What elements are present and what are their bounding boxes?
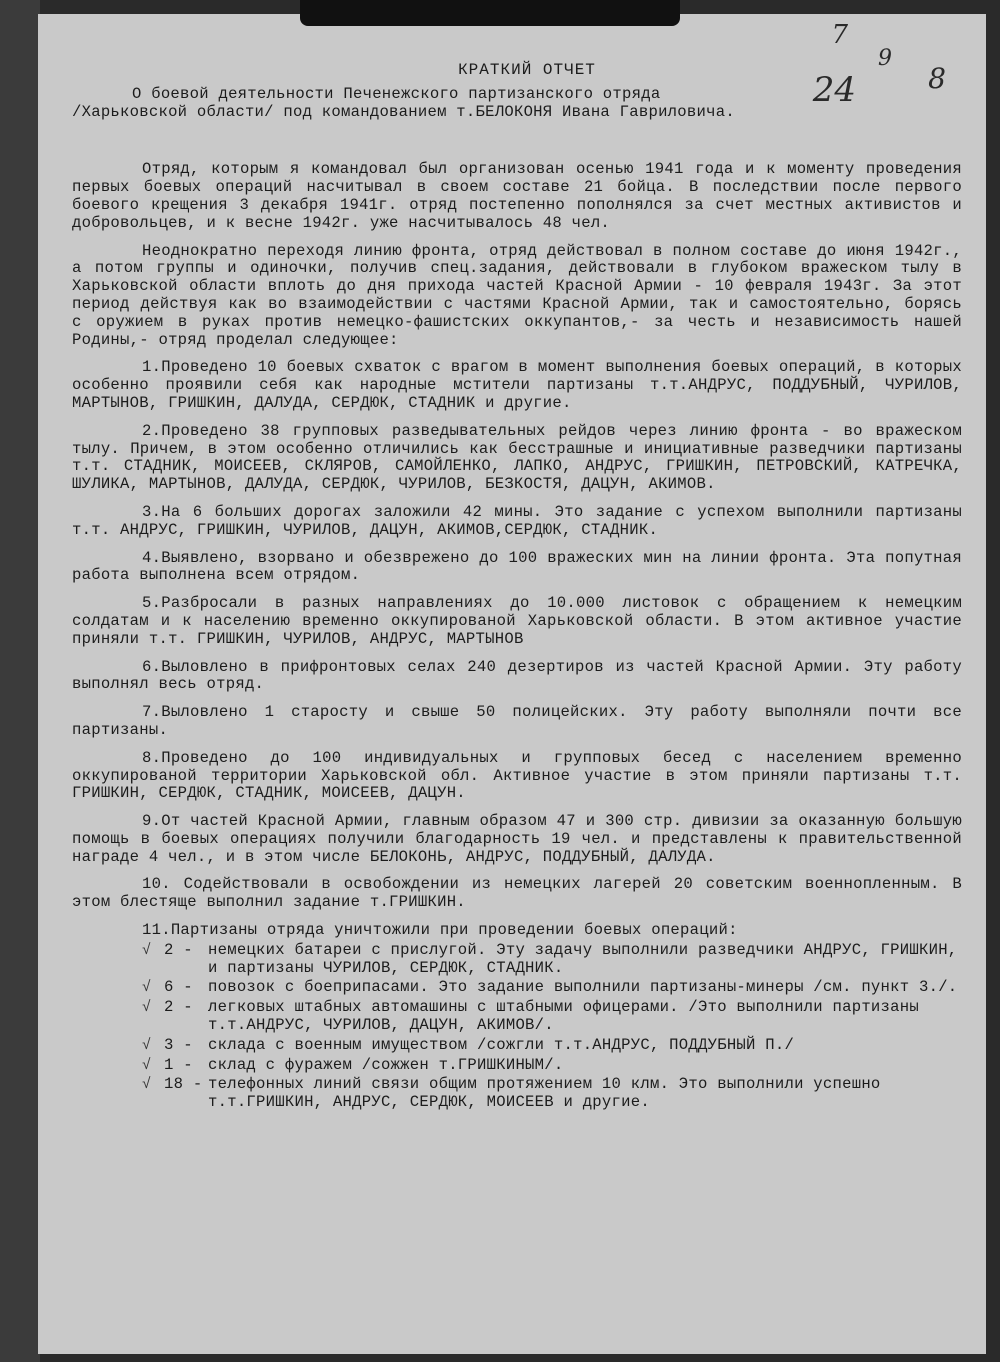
paragraph-item-10: 10. Содействовали в освобождении из немецких лагерей 20 советским военнопленным. В этом блестяще выполнил задание т.ГРИШКИН.	[72, 875, 962, 912]
list-text: повозок с боеприпасами. Это задание выполнили партизаны-минеры /см. пункт 3./.	[208, 978, 958, 997]
list-text: легковых штабных автомашины с штабными офицерами. /Это выполнили партизаны т.т.АНДРУС, ЧУРИЛОВ, ДАЦУН, АКИМОВ/.	[208, 998, 919, 1035]
list-text: склада с военным имуществом /сожгли т.т.АНДРУС, ПОДДУБНЫЙ П./	[208, 1035, 795, 1054]
list-text: склад с фуражем /сожжен т.ГРИШКИНЫМ/.	[208, 1055, 564, 1074]
list-item	[142, 1057, 962, 1075]
paragraph: Неоднократно переходя линию фронта, отряд действовал в полном составе до июня 1942г., а потом группы и одиночки, получив спец.задания, действовали в глубоком вражеском тылу в Харьковской области вплоть до дня прихода частей Красной Армии - 10 февраля 1943г. За этот период действуя как во взаимодействии с частями Красной Армии, так и самостоятельно, борясь с оружием в руках против немецко-фашистских оккупантов,- за честь и независимость нашей Родины,- отряд проделал следующее:	[72, 241, 962, 349]
check-mark: √	[142, 979, 152, 997]
list-count: 2 -	[164, 998, 193, 1017]
archive-mark-4: 8	[928, 62, 946, 95]
check-mark: √	[142, 999, 152, 1017]
check-mark: √	[142, 941, 152, 959]
paragraph-item-2: 2.Проведено 38 групповых разведывательных рейдов через линию фронта - во вражеском тылу. Причем, в этом особенно отличились как бесстрашные и инициативные разведчики партизаны т.т. СТАДНИК, МОИСЕЕВ, СКЛЯРОВ, САМОЙЛЕНКО, ЛАПКО, АНДРУС, ГРИШКИН, ПЕТРОВСКИЙ, КАТРЕЧКА, ШУЛИКА, МАРТЫНОВ, ДАЛУДА, СЕРДЮК, ЧУРИЛОВ, БЕЗКОСТЯ, ДАЦУН, АКИМОВ.	[72, 421, 962, 494]
check-mark: √	[142, 1076, 152, 1094]
list-count: 3 -	[164, 1035, 193, 1054]
document-text	[72, 62, 962, 1114]
paragraph-item-5: 5.Разбросали в разных направлениях до 10.000 листовок с обращением к немецким солдатам и к населению временно оккупированой Харьковской области. В этом активное участие приняли т.т. ГРИШКИН, ЧУРИЛОВ, АНДРУС, МАРТЫНОВ	[72, 594, 962, 648]
list-item	[142, 1037, 962, 1055]
list-count: 6 -	[164, 978, 193, 997]
paragraph-item-7: 7.Выловлено 1 старосту и свыше 50 полицейских. Эту работу выполняли почти все партизаны.	[72, 703, 962, 739]
list-count: 18 -	[164, 1075, 203, 1094]
archive-mark-1: 7	[831, 20, 848, 50]
list-text: телефонных линий связи общим протяжением 10 клм. Это выполнили успешно т.т.ГРИШКИН, АНДРУС, СЕРДЮК, МОИСЕЕВ и другие.	[208, 1075, 881, 1112]
binder-edge	[0, 0, 40, 1362]
archive-mark-3: 24	[812, 70, 856, 110]
paragraph-item-11: 11.Партизаны отряда уничтожили при проведении боевых операций:	[142, 921, 738, 940]
list-item-11	[72, 942, 962, 1112]
binder-clip	[300, 0, 680, 26]
paragraph-item-6: 6.Выловлено в прифронтовых селах 240 дезертиров из частей Красной Армии. Эту работу выполнял весь отряд.	[72, 657, 962, 694]
paragraph-item-1: 1.Проведено 10 боевых схваток с врагом в момент выполнения боевых операций, в которых особенно проявили себя как народные мстители партизаны т.т.АНДРУС, ПОДДУБНЫЙ, ЧУРИЛОВ, МАРТЫНОВ, ГРИШКИН, ДАЛУДА, СЕРДЮК, СТАДНИК и другие.	[72, 358, 962, 412]
list-item	[142, 942, 962, 978]
paragraph-item-9: 9.От частей Красной Армии, главным образом 47 и 300 стр. дивизии за оказанную большую помощь в боевых операциях получили благодарность 19 чел. и представлены к правительственной награде 4 чел., и в этом числе БЕЛОКОНЬ, АНДРУС, ПОДДУБНЫЙ, ДАЛУДА.	[72, 812, 962, 866]
list-item	[142, 999, 962, 1035]
paragraph-item-8: 8.Проведено до 100 индивидуальных и групповых бесед с населением временно оккупированой территории Харьковской обл. Активное участие в этом приняли партизаны т.т. ГРИШКИН, СЕРДЮК, СТАДНИК, МОИСЕЕВ, ДАЦУН.	[72, 748, 962, 803]
paragraph-item-3: 3.На 6 больших дорогах заложили 42 мины. Это задание с успехом выполнили партизаны т.т. АНДРУС, ГРИШКИН, ЧУРИЛОВ, ДАЦУН, АКИМОВ,СЕРДЮК, СТАДНИК.	[72, 502, 962, 539]
document-subtitle-line2: /Харьковской области/ под командованием т.БЕЛОКОНЯ Ивана Гавриловича.	[72, 102, 735, 121]
document-title: КРАТКИЙ ОТЧЕТ	[458, 61, 596, 79]
paragraph-item-4: 4.Выявлено, взорвано и обезврежено до 100 вражеских мин на линии фронта. Эта попутная работа выполнена всем отрядом.	[72, 548, 962, 585]
list-count: 1 -	[164, 1055, 193, 1074]
archive-mark-2: 9	[878, 46, 892, 71]
list-item	[142, 1076, 962, 1112]
check-mark: √	[142, 1056, 152, 1074]
list-count: 2 -	[164, 940, 193, 959]
paragraph: Отряд, которым я командовал был организован осенью 1941 года и к моменту проведения первых боевых операций насчитывал в своем составе 21 бойца. В последствии после первого боевого крещения 3 декабря 1941г. отряд постепенно пополнялся за счет местных активистов и добровольцев, и к весне 1942г. уже насчитывалось 48 чел.	[72, 160, 962, 232]
list-text: немецких батареи с прислугой. Эту задачу выполнили разведчики АНДРУС, ГРИШКИН, и партизаны ЧУРИЛОВ, СЕРДЮК, СТАДНИК.	[208, 940, 958, 977]
document-subtitle-line1: О боевой деятельности Печенежского партизанского отряда	[132, 84, 661, 103]
list-item	[142, 979, 962, 997]
check-mark: √	[142, 1036, 152, 1054]
